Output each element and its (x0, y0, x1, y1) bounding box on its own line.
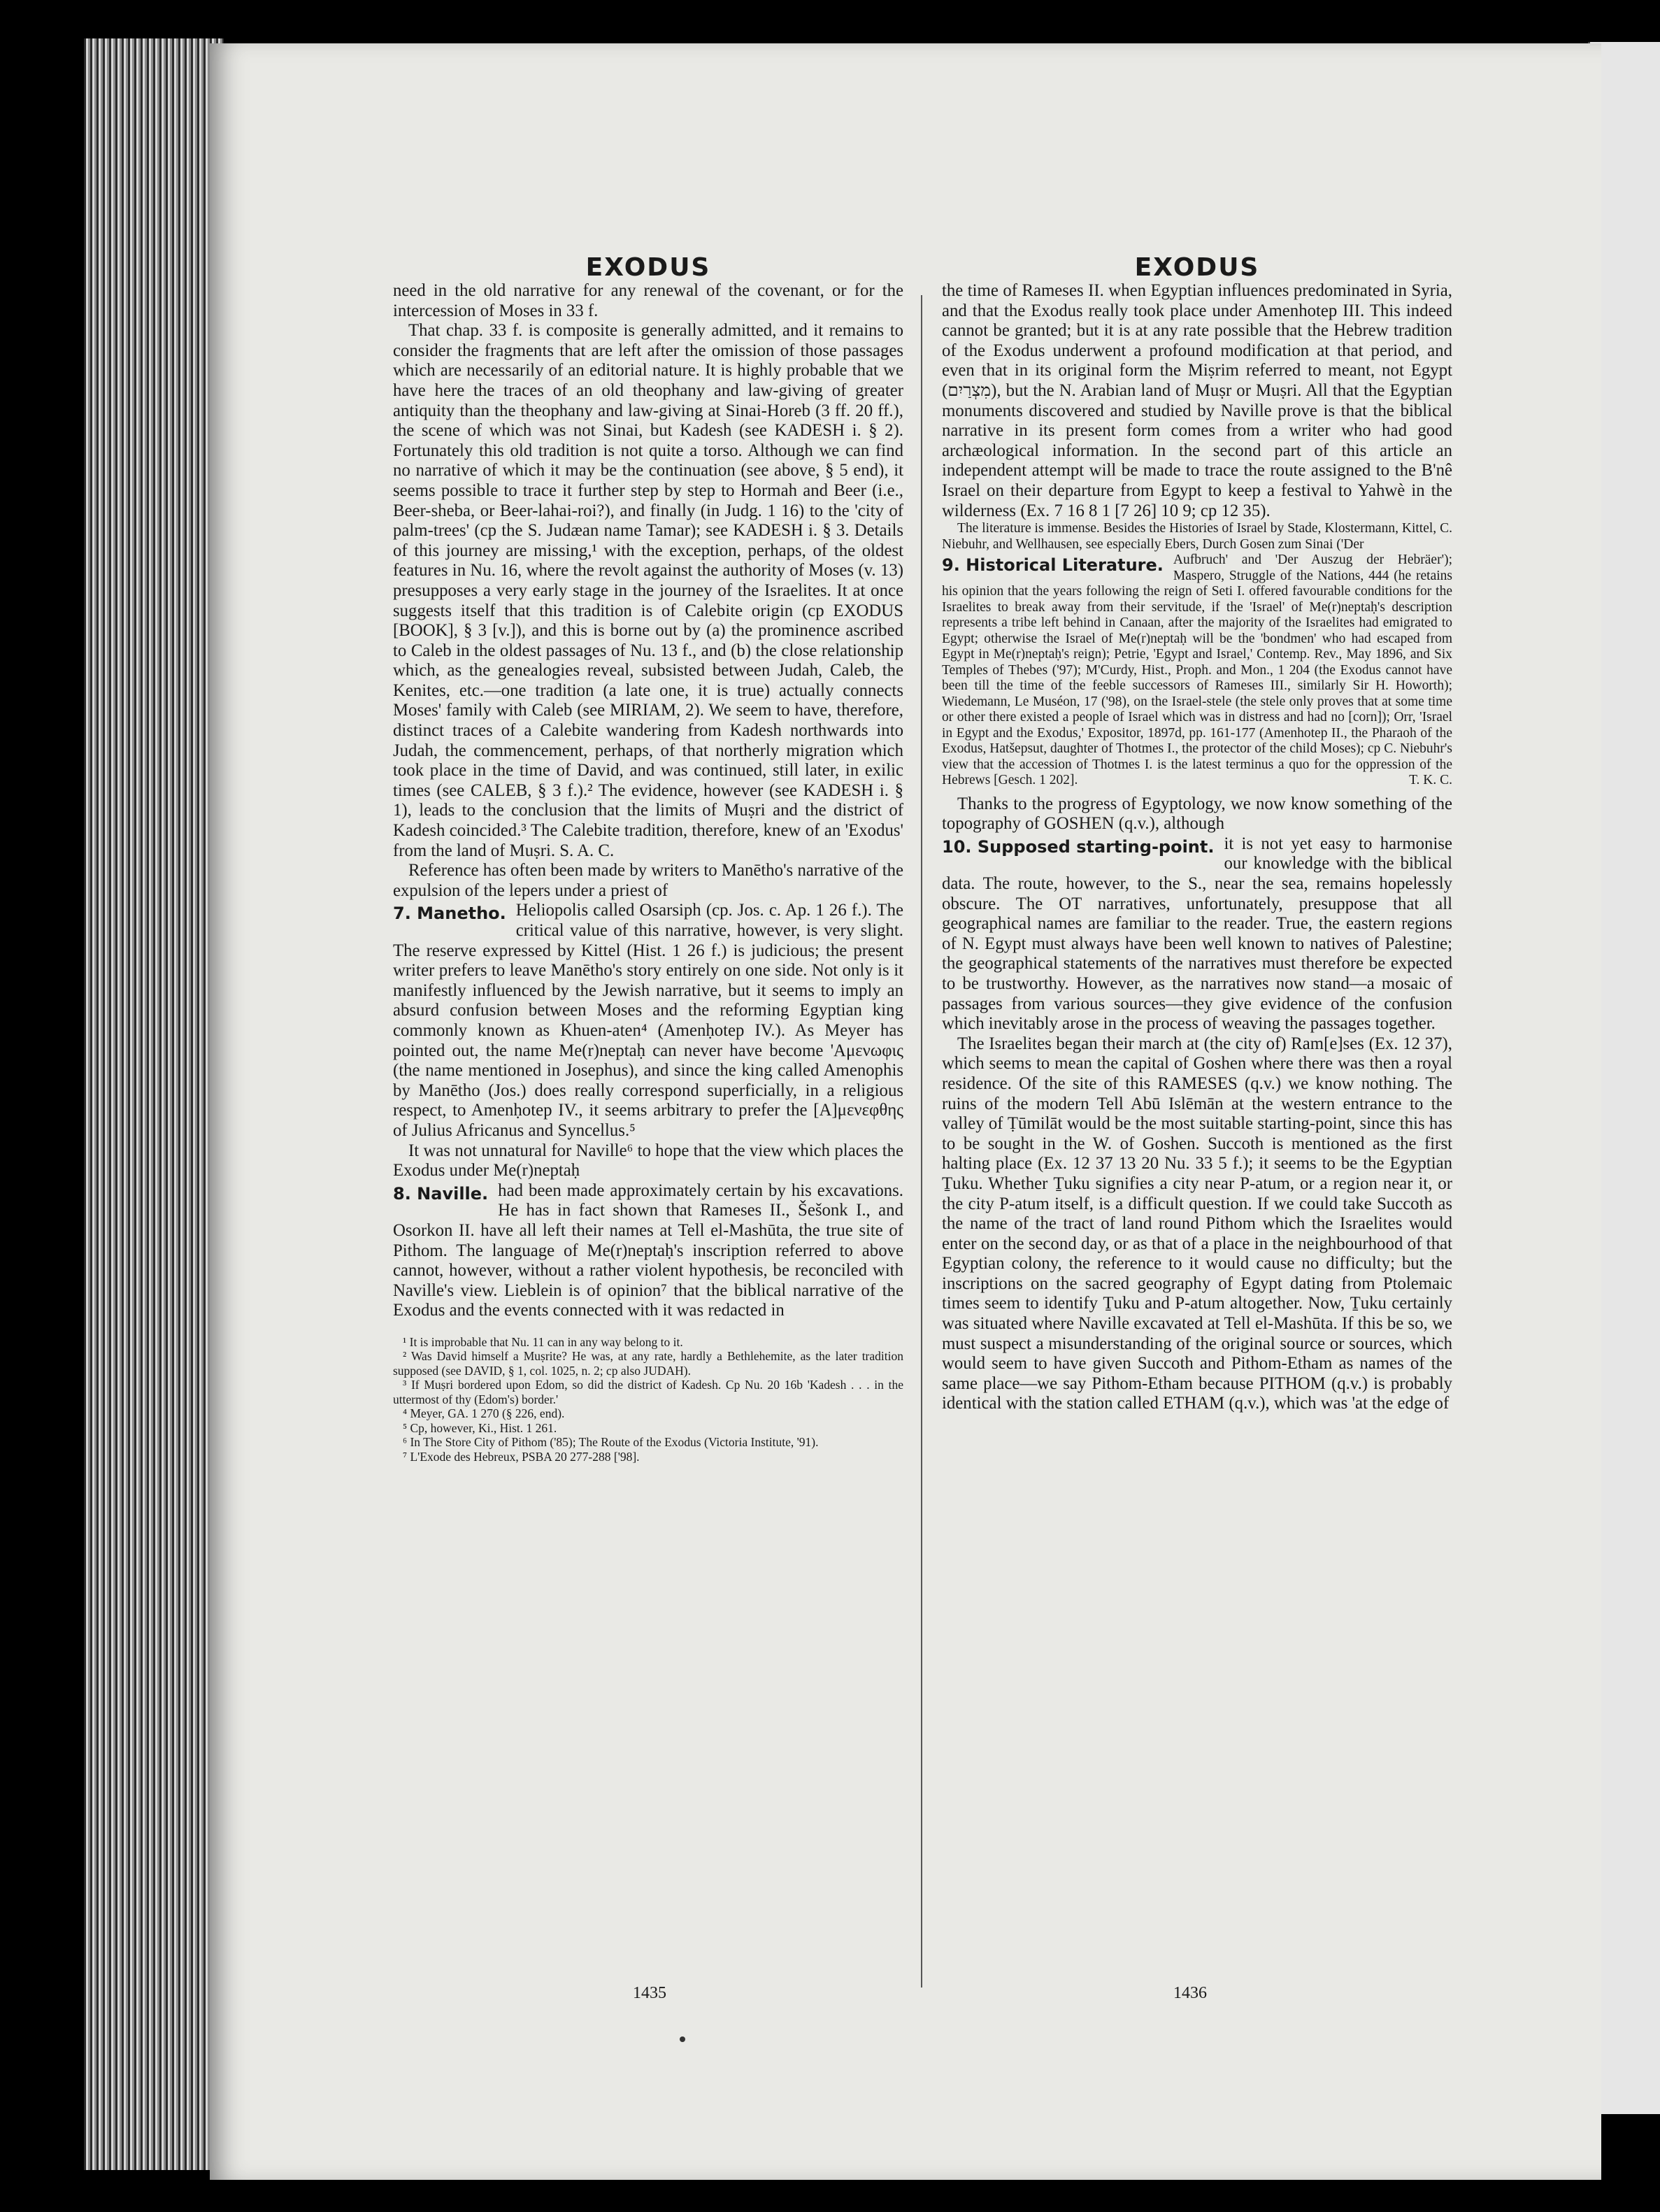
footnotes (393, 1335, 903, 1464)
signature: S. A. C. (559, 841, 615, 860)
paragraph: It was not unnatural for Naville⁶ to hope that the view which places the Exodus under Me(r)neptaḥ (393, 1141, 903, 1180)
paragraph: had been made approximately certain by his excavations. He has in fact shown that Rameses II., Šešonk I., and Osorkon II. have all left their names at Tell el-Mashūta, the true site of Pithom. The language of Me(r)neptaḥ's inscription referred to above cannot, however, without a rather violent hypothesis, be reconciled with Naville's view. Lieblein is of opinion⁷ that the biblical narrative of the Exodus and the events connected with it was redacted in (393, 1180, 903, 1320)
paragraph: Heliopolis called Osarsiph (cp. Jos. c. Ap. 1 26 f.). The critical value of this narrative, however, is very slight. The reserve expressed by Kittel (Hist. 1 26 f.) is judicious; the present writer prefers to leave Manētho's story entirely on one side. Not only is it manifestly influenced by the Jewish narrative, but it seems to imply an absurd confusion between Moses and the reforming Egyptian king commonly known as Khuen-aten⁴ (Amenḥotep IV.). As Meyer has pointed out, the name Me(r)neptaḥ can never have become 'Αμενωφις (the name mentioned in Josephus), and since the king called Amenophis by Manētho (Jos.) does really correspond superficially, in a religious respect, to Amenḥotep IV., it seems arbitrary to prefer the [A]μενεφθης of Julius Africanus and Syncellus.⁵ (393, 901, 903, 1140)
paragraph: The Israelites began their march at (the city of) Ram[e]ses (Ex. 12 37), which seems to mean the capital of Goshen where there was then a royal residence. Of the site of this RAMESES (q.v.) we know nothing. The ruins of the modern Tell Abū Islēmān at the western entrance to the valley of Ṭūmilāt would be the most suitable starting-point, since this has to be sought in the W. of Goshen. Succoth is mentioned as the first halting place (Ex. 12 37 13 20 Nu. 33 5 f.); it seems to be the Egyptian Ṯuku. Whether Ṯuku signifies a city near P-atum, or a region near it, or the city P-atum itself, is a difficult question. If we could take Succoth as the name of the tract of land round Pithom which the Israelites would enter on the second day, or as that of a place in the neighbourhood of that Egyptian colony, the reference to it would cause no difficulty; but the inscriptions on the sacred geography of Egypt dating from Ptolemaic times seem to identify Ṯuku and P-atum altogether. Now, Ṯuku certainly was situated where Naville excavated at Tell el-Mashūta. If this be so, we must suspect a misunderstanding of the original source or sources, which would seem to have given Succoth and Pithom-Etham as names of the same place—we say Pithom-Etham because PITHOM (q.v.) is probably identical with the station called ETHAM (q.v.), which was 'at the edge of (942, 1034, 1452, 1413)
section-heading: 7. Manetho. (393, 904, 506, 924)
paragraph: The literature is immense. Besides the Histories of Israel by Stade, Klostermann, Kittel, C. Niebuhr, and Wellhausen, see especially Ebers, Durch Gosen zum Sinai ('Der (942, 521, 1452, 552)
paragraph: Reference has often been made by writers to Manētho's narrative of the expulsion of the lepers under a priest of (393, 861, 903, 900)
literature-section (942, 521, 1452, 789)
running-head-left: EXODUS (585, 253, 711, 282)
book-page-edges (84, 38, 224, 2170)
page-number-left: 1435 (633, 1984, 666, 2002)
page-number-right: 1436 (1173, 1984, 1207, 2002)
footnote: ³ If Muṣri bordered upon Edom, so did the district of Kadesh. Cp Nu. 20 16b 'Kadesh . . . in the uttermost of thy (Edom's) border.' (393, 1378, 903, 1406)
section-heading: 8. Naville. (393, 1183, 489, 1204)
right-column (942, 281, 1452, 1414)
paragraph: the time of Rameses II. when Egyptian influences predominated in Syria, and that the Exodus really took place under Amenhotep III. This indeed cannot be granted; but it is at any rate possible that the Hebrew tradition of the Exodus underwent a profound modification at that period, and even that in its original form the Miṣrim referred to meant, not Egypt (מִצְרַיִם), but the N. Arabian land of Muṣr or Muṣri. All that the Egyptian monuments discovered and studied by Naville prove is that the biblical narrative in its present form comes from a writer who had good archæological information. In the second part of this article an independent attempt will be made to trace the route assigned to the B'nê Israel on their departure from Egypt to keep a festival to Yahwè in the wilderness (Ex. 7 16 8 1 [7 26] 10 9; cp 12 35). (942, 281, 1452, 520)
left-column (393, 281, 903, 1464)
column-rule (921, 295, 922, 1988)
running-head-right: EXODUS (1134, 253, 1260, 282)
paragraph: it is not yet easy to harmonise our knowledge with the biblical data. The route, however, to the S., near the sea, remains hopelessly obscure. The OT narratives, unfortunately, presuppose that all geographical names are familiar to the reader. True, the eastern regions of N. Egypt must always have been well known to natives of Palestine; the geographical statements of the narratives must therefore be expected to be trustworthy. However, as the narratives now stand—a mosaic of passages from various sources—they give evidence of the confusion which inevitably arose in the process of weaving the passages together. (942, 834, 1452, 1034)
footnote: ⁵ Cp, however, Ki., Hist. 1 261. (403, 1420, 557, 1435)
footnote: ⁷ L'Exode des Hebreux, PSBA 20 277-288 ['98]. (403, 1449, 640, 1464)
paragraph: That chap. 33 f. is composite is generally admitted, and it remains to consider the fragments that are left after the omission of those passages which are necessarily of an editorial nature. It is highly probable that we have here the traces of an old theophany and law-giving of greater antiquity than the theophany and law-giving at Sinai-Horeb (3 ff. 20 ff.), the scene of which was not Sinai, but Kadesh (see KADESH i. § 2). Fortunately this old tradition is not quite a torso. Although we can find no narrative of which it may be the continuation (see above, § 5 end), it seems possible to trace it further step by step to Hormah and Beer (i.e., Beer-sheba, or Beer-lahai-roi?), and finally (in Judg. 1 16) to the 'city of palm-trees' (cp the S. Judæan name Tamar); see KADESH i. § 3. Details of this journey are missing,¹ with the exception, perhaps, of the oldest features in Nu. 16, where the revolt against the authority of Moses (v. 13) presupposes a very early stage in the journey of the Israelites. It at once suggests itself that this tradition is of Calebite origin (cp EXODUS [BOOK], § 3 [v.]), and this is borne out by (a) the prominence ascribed to Caleb in the oldest passages of Nu. 13 f., and (b) the close relationship which, as the genealogies reveal, subsisted between Judah, Caleb, the Kenites, etc.—one tradition (a late one, it is true) actually connects Moses' family with Caleb (see MIRIAM, 2). We seem to have, therefore, distinct traces of a Calebite wandering from Kadesh northwards into Judah, the commencement, perhaps, of that northerly migration which took place in the time of David, and was continued, still later, in exilic times (see CALEB, § 3 f.).² The evidence, however (see KADESH i. § 1), leads to the conclusion that the limits of Muṣri and the district of Kadesh coincided.³ The Calebite tradition, therefore, knew of an 'Exodus' from the land of Muṣri. S. A. C. (393, 321, 903, 860)
section-8 (393, 1181, 903, 1321)
section-heading: 10. Supposed starting-point. (942, 836, 1215, 857)
signature: T. K. C. (1409, 773, 1452, 788)
footnote: ¹ It is improbable that Nu. 11 can in any way belong to it. (403, 1334, 683, 1349)
section-10 (942, 834, 1452, 1034)
section-heading: 9. Historical Literature. (942, 555, 1164, 576)
section-7 (393, 901, 903, 1141)
paragraph: Aufbruch' and 'Der Auszug der Hebräer'); Maspero, Struggle of the Nations, 444 (he retains his opinion that the years following the reign of Seti I. offered favourable conditions for the Israelites to break away from their servitude, if the 'Israel' of Me(r)neptaḥ's description represents a tribe left behind in Canaan, after the majority of the Israelites had emigrated to Egypt; otherwise the Israel of Me(r)neptaḥ will be the 'bondmen' who had escaped from Egypt in Me(r)neptaḥ's reign); Petrie, 'Egypt and Israel,' Contemp. Rev., May 1896, and Six Temples of Thebes ('97); M'Curdy, Hist., Proph. and Mon., 1 204 (the Exodus cannot have been till the time of the feeble successors of Rameses III., similarly Sir H. Howorth); Wiedemann, Le Muséon, 17 ('98), on the Israel-stele (the stele only proves that at some time or other there existed a people of Israel which was in distress and had no [corn]); Orr, 'Israel in Egypt and the Exodus,' Expositor, 1897d, pp. 161-177 (Amenhotep II., the Pharaoh of the Exodus, Hatšepsut, daughter of Thotmes I., the protector of the child Moses); cp C. Niebuhr's view that the accession of Thotmes I. is the latest terminus a quo for the oppression of the Hebrews [Gesch. 1 202]. T. K. C. (942, 552, 1452, 788)
paragraph: need in the old narrative for any renewal of the covenant, or for the intercession of Moses in 33 f. (393, 281, 903, 320)
paragraph: Thanks to the progress of Egyptology, we now know something of the topography of GOSHEN (q.v.), although (942, 794, 1452, 834)
ink-dot (680, 2036, 685, 2042)
footnote: ² Was David himself a Muṣrite? He was, at any rate, hardly a Bethlehemite, as the later tradition supposed (see DAVID, § 1, col. 1025, n. 2; cp also JUDAH). (393, 1349, 903, 1378)
footnote: ⁴ Meyer, GA. 1 270 (§ 226, end). (403, 1406, 565, 1421)
book-page (210, 43, 1601, 2180)
footnote: ⁶ In The Store City of Pithom ('85); The Route of the Exodus (Victoria Institute, '91). (403, 1435, 819, 1450)
